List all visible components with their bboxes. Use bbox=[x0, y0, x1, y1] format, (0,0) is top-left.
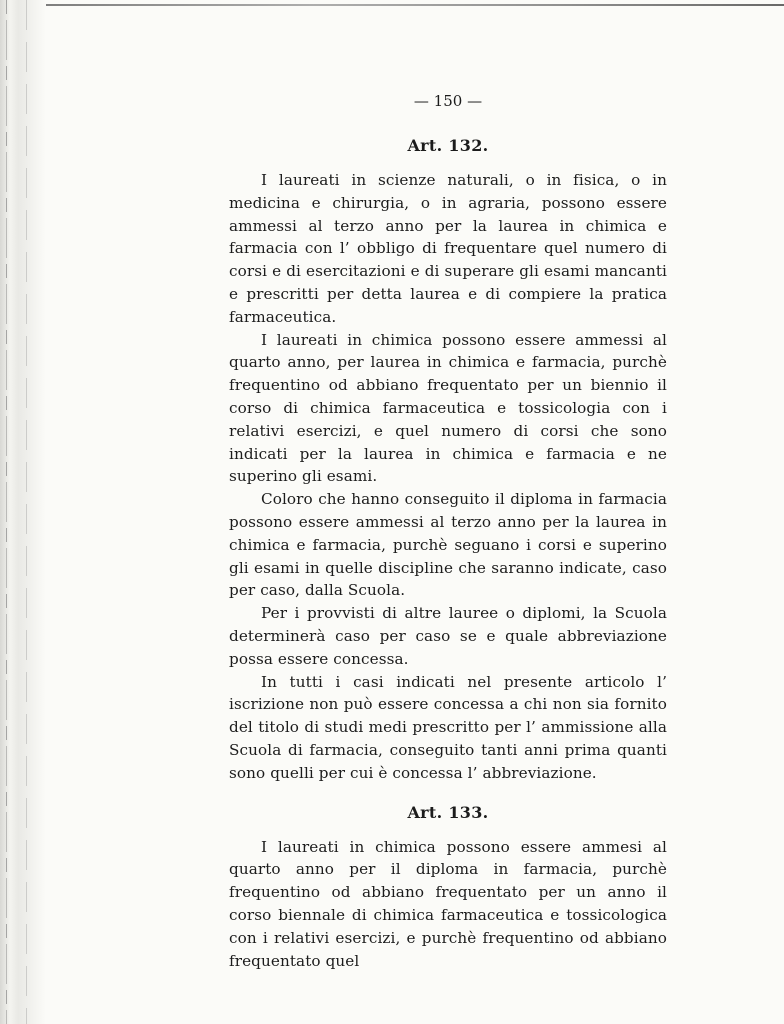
book-page bbox=[229, 92, 667, 972]
article-paragraph: I laureati in chimica possono essere ammesi al quarto anno per il diploma in farmacia, purchè frequentino od abbiano frequentato per un anno il corso biennale di chimica farmaceutica e tossicologica con i relativi esercizi, e purchè frequentino od abbiano frequentato quel bbox=[229, 837, 667, 970]
article-title: Art. 133. bbox=[407, 802, 489, 822]
page-number: — 150 — bbox=[413, 92, 483, 110]
article-paragraph: In tutti i casi indicati nel presente articolo l’ iscrizione non può essere concessa a chi non sia fornito del titolo di studi medi prescritto per l’ ammissione alla Scuola di farmacia, conseguito tanti anni prima quanti sono quelli per cui è concessa l’ abbreviazione. bbox=[229, 672, 667, 782]
page-top-edge bbox=[0, 4, 784, 6]
section-spacer bbox=[229, 785, 667, 803]
article-paragraph: Coloro che hanno conseguito il diploma in farmacia possono essere ammessi al terzo anno per la laurea in chimica e farmacia, purchè seguano i corsi e superino gli esami in quelle discipline che saranno indicate, caso per caso, dalla Scuola. bbox=[229, 490, 667, 600]
article-132 bbox=[229, 136, 667, 785]
article-paragraph: Per i provvisti di altre lauree o diplomi, la Scuola determinerà caso per caso se e quale abbreviazione possa essere concessa. bbox=[229, 604, 667, 668]
article-133 bbox=[229, 803, 667, 973]
article-title: Art. 132. bbox=[407, 136, 489, 155]
binding-edge bbox=[0, 0, 46, 1024]
article-paragraph: I laureati in scienze naturali, o in fisica, o in medicina e chirurgia, o in agraria, possono essere ammessi al terzo anno per la laurea in chimica e farmacia con l’ obbligo di frequentare quel numero di corsi e di esercitazioni e di superare gli esami mancanti e prescritti per detta laurea e di compiere la pratica farmaceutica. bbox=[229, 171, 667, 326]
article-paragraph: I laureati in chimica possono essere ammessi al quarto anno, per laurea in chimica e farmacia, purchè frequentino od abbiano frequentato per un biennio il corso di chimica farmaceutica e tossicologia con i relativi esercizi, e quel numero di corsi che sono indicati per la laurea in chimica e farmacia e ne superino gli esami. bbox=[229, 330, 667, 486]
